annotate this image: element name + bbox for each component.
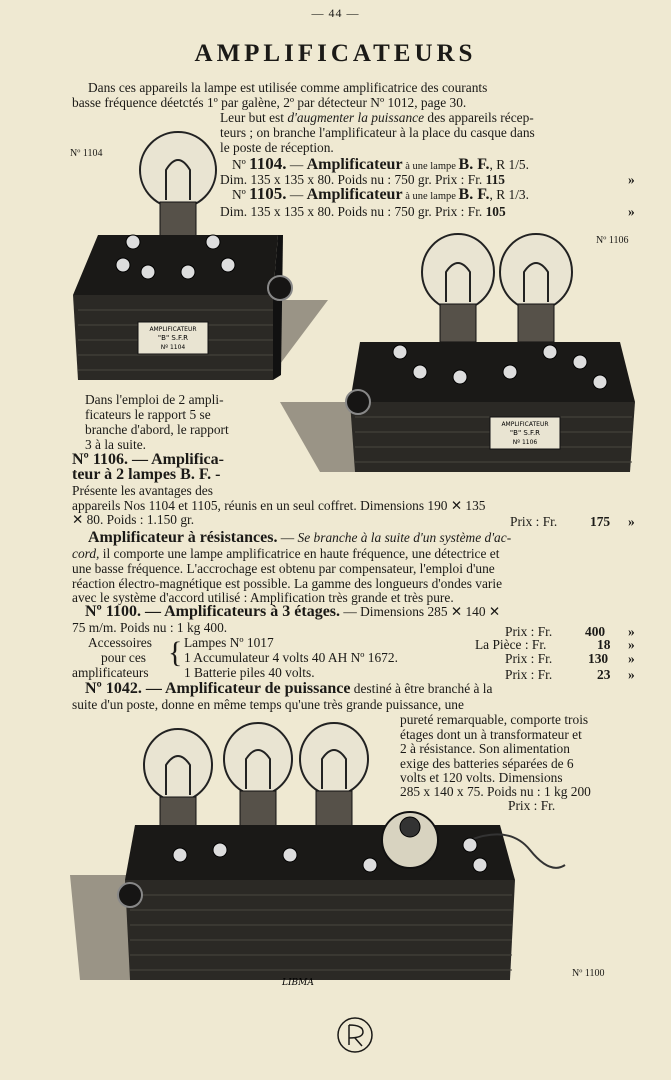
item-1105-dims: Dim. 135 x 135 x 80. Poids nu : 750 gr. Prix : Fr. 105 xyxy=(220,204,506,219)
resistances-line-2: cord, il comporte une lampe amplificatrice en haute fréquence, une détectrice et xyxy=(72,546,500,561)
item-1106-mark: » xyxy=(628,514,635,529)
item-1042-line-8: 285 x 140 x 75. Poids nu : 1 kg 200 xyxy=(400,784,591,799)
accessory-accumulator-price: 130 xyxy=(588,651,609,666)
item-1042-line-2: suite d'un poste, donne en même temps qu'une très grande puissance, une xyxy=(72,697,464,712)
accessories-label-1: Accessoires xyxy=(88,635,152,650)
item-1106-desc-2: appareils Nos 1104 et 1105, réunis en un seul coffret. Dimensions 190 ✕ 135 xyxy=(72,498,486,513)
item-1105-mark: » xyxy=(628,204,635,219)
item-1042-line-6: exige des batteries séparées de 6 xyxy=(400,756,574,771)
accessory-accumulator: 1 Accumulateur 4 volts 40 AH Nº 1672. xyxy=(184,650,398,665)
item-1100-price-label: Prix : Fr. xyxy=(505,624,553,639)
figure-label-1104: Nº 1104 xyxy=(70,148,103,159)
resistances-line-3: une basse fréquence. L'accrochage est obtenu par compensateur, l'emploi d'une xyxy=(72,561,495,576)
accessories-label-2: pour ces xyxy=(101,650,146,665)
plate-1104-line-3: Nº 1104 xyxy=(160,344,186,351)
accessories-brace: { xyxy=(168,636,183,669)
plate-1106-line-2: "B" S.F.R xyxy=(509,429,541,437)
item-1100-line-2: 75 m/m. Poids nu : 1 kg 400. xyxy=(72,620,228,635)
amplifier-1100-illustration xyxy=(70,715,570,990)
resistances-line-5: avec le système d'accord utilisé : Amplification très grande et très pure. xyxy=(72,590,454,605)
item-1042-price-label: Prix : Fr. xyxy=(508,798,556,813)
resistances-line-4: réaction électro-magnétique est possible. La gamme des longueurs d'ondes varie xyxy=(72,576,503,591)
item-1042-line-3: pureté remarquable, comporte trois xyxy=(400,712,589,727)
engraver-signature: LIBMA xyxy=(282,978,314,988)
accessory-battery: 1 Batterie piles 40 volts. xyxy=(184,665,315,680)
item-1106-note-4: 3 à la suite. xyxy=(85,437,146,452)
item-1042-line-4: étages dont un à transformateur et xyxy=(400,727,582,742)
accessories-label-3: amplificateurs xyxy=(72,665,149,680)
item-1104-heading: Nº 1104. — Amplificateur à une lampe B. F., R 1/5. xyxy=(232,154,529,173)
intro-line-2: basse fréquence déetctés 1º par galène, 2º par détecteur Nº 1012, page 30. xyxy=(72,95,467,110)
item-1100-mark: » xyxy=(628,624,635,639)
publisher-logo-icon xyxy=(335,1015,375,1055)
item-1106-desc-1: Présente les avantages des xyxy=(72,483,213,498)
item-1042-line-5: 2 à résistance. Son alimentation xyxy=(400,741,570,756)
item-1106-heading-b: teur à 2 lampes B. F. - xyxy=(72,466,221,483)
item-1106-price-label: Prix : Fr. xyxy=(510,514,558,529)
item-1106-desc-3: ✕ 80. Poids : 1.150 gr. xyxy=(72,512,195,527)
item-1106-note-3: branche d'abord, le rapport xyxy=(85,422,229,437)
intro-line-4: teurs ; on branche l'amplificateur à la place du casque dans xyxy=(220,125,535,140)
item-1042-heading: Nº 1042. — Amplificateur de puissance destiné à être branché à la xyxy=(85,680,493,697)
item-1105-heading: Nº 1105. — Amplificateur à une lampe B. F., R 1/3. xyxy=(232,184,529,203)
resistances-heading: Amplificateur à résistances. — Se branche à la suite d'un système d'ac- xyxy=(88,529,512,546)
item-1106-note-1: Dans l'emploi de 2 ampli- xyxy=(85,392,224,407)
accessory-accumulator-price-label: Prix : Fr. xyxy=(505,651,553,666)
accessory-lamps-price: 18 xyxy=(597,637,611,652)
plate-1106-line-3: Nº 1106 xyxy=(512,439,538,446)
item-1042-line-7: volts et 120 volts. Dimensions xyxy=(400,770,563,785)
item-1106-note-2: ficateurs le rapport 5 se xyxy=(85,407,211,422)
intro-line-3: Leur but est d'augmenter la puissance des appareils récep- xyxy=(220,110,534,125)
accessory-lamps-mark: » xyxy=(628,637,635,652)
accessory-lamps: Lampes Nº 1017 xyxy=(184,635,274,650)
accessory-lamps-price-label: La Pièce : Fr. xyxy=(475,637,547,652)
accessory-accumulator-mark: » xyxy=(628,651,635,666)
item-1104-dims: Dim. 135 x 135 x 80. Poids nu : 750 gr. Prix : Fr. 115 xyxy=(220,172,505,187)
plate-1106-line-1: AMPLIFICATEUR xyxy=(501,421,549,428)
accessory-battery-mark: » xyxy=(628,667,635,682)
accessory-battery-price-label: Prix : Fr. xyxy=(505,667,553,682)
page-number: — 44 — xyxy=(311,6,360,20)
accessory-battery-price: 23 xyxy=(597,667,611,682)
item-1100-heading: Nº 1100. — Amplificateurs à 3 étages. — Dimensions 285 ✕ 140 ✕ xyxy=(85,603,501,620)
amplifier-1106-illustration xyxy=(280,222,640,492)
page-title: AMPLIFICATEURS xyxy=(194,40,477,67)
plate-1104-line-1: AMPLIFICATEUR xyxy=(149,326,197,333)
item-1104-mark: » xyxy=(628,172,635,187)
item-1106-price: 175 xyxy=(590,514,611,529)
figure-label-1100: Nº 1100 xyxy=(572,968,605,979)
item-1106-heading-a: Nº 1106. — Amplifica- xyxy=(72,451,224,468)
intro-line-5: le poste de réception. xyxy=(220,140,334,155)
intro-line-1: Dans ces appareils la lampe est utilisée comme amplificatrice des courants xyxy=(88,80,488,95)
item-1100-price: 400 xyxy=(585,624,606,639)
figure-label-1106: Nº 1106 xyxy=(596,235,629,246)
plate-1104-line-2: "B" S.F.R xyxy=(157,334,189,342)
